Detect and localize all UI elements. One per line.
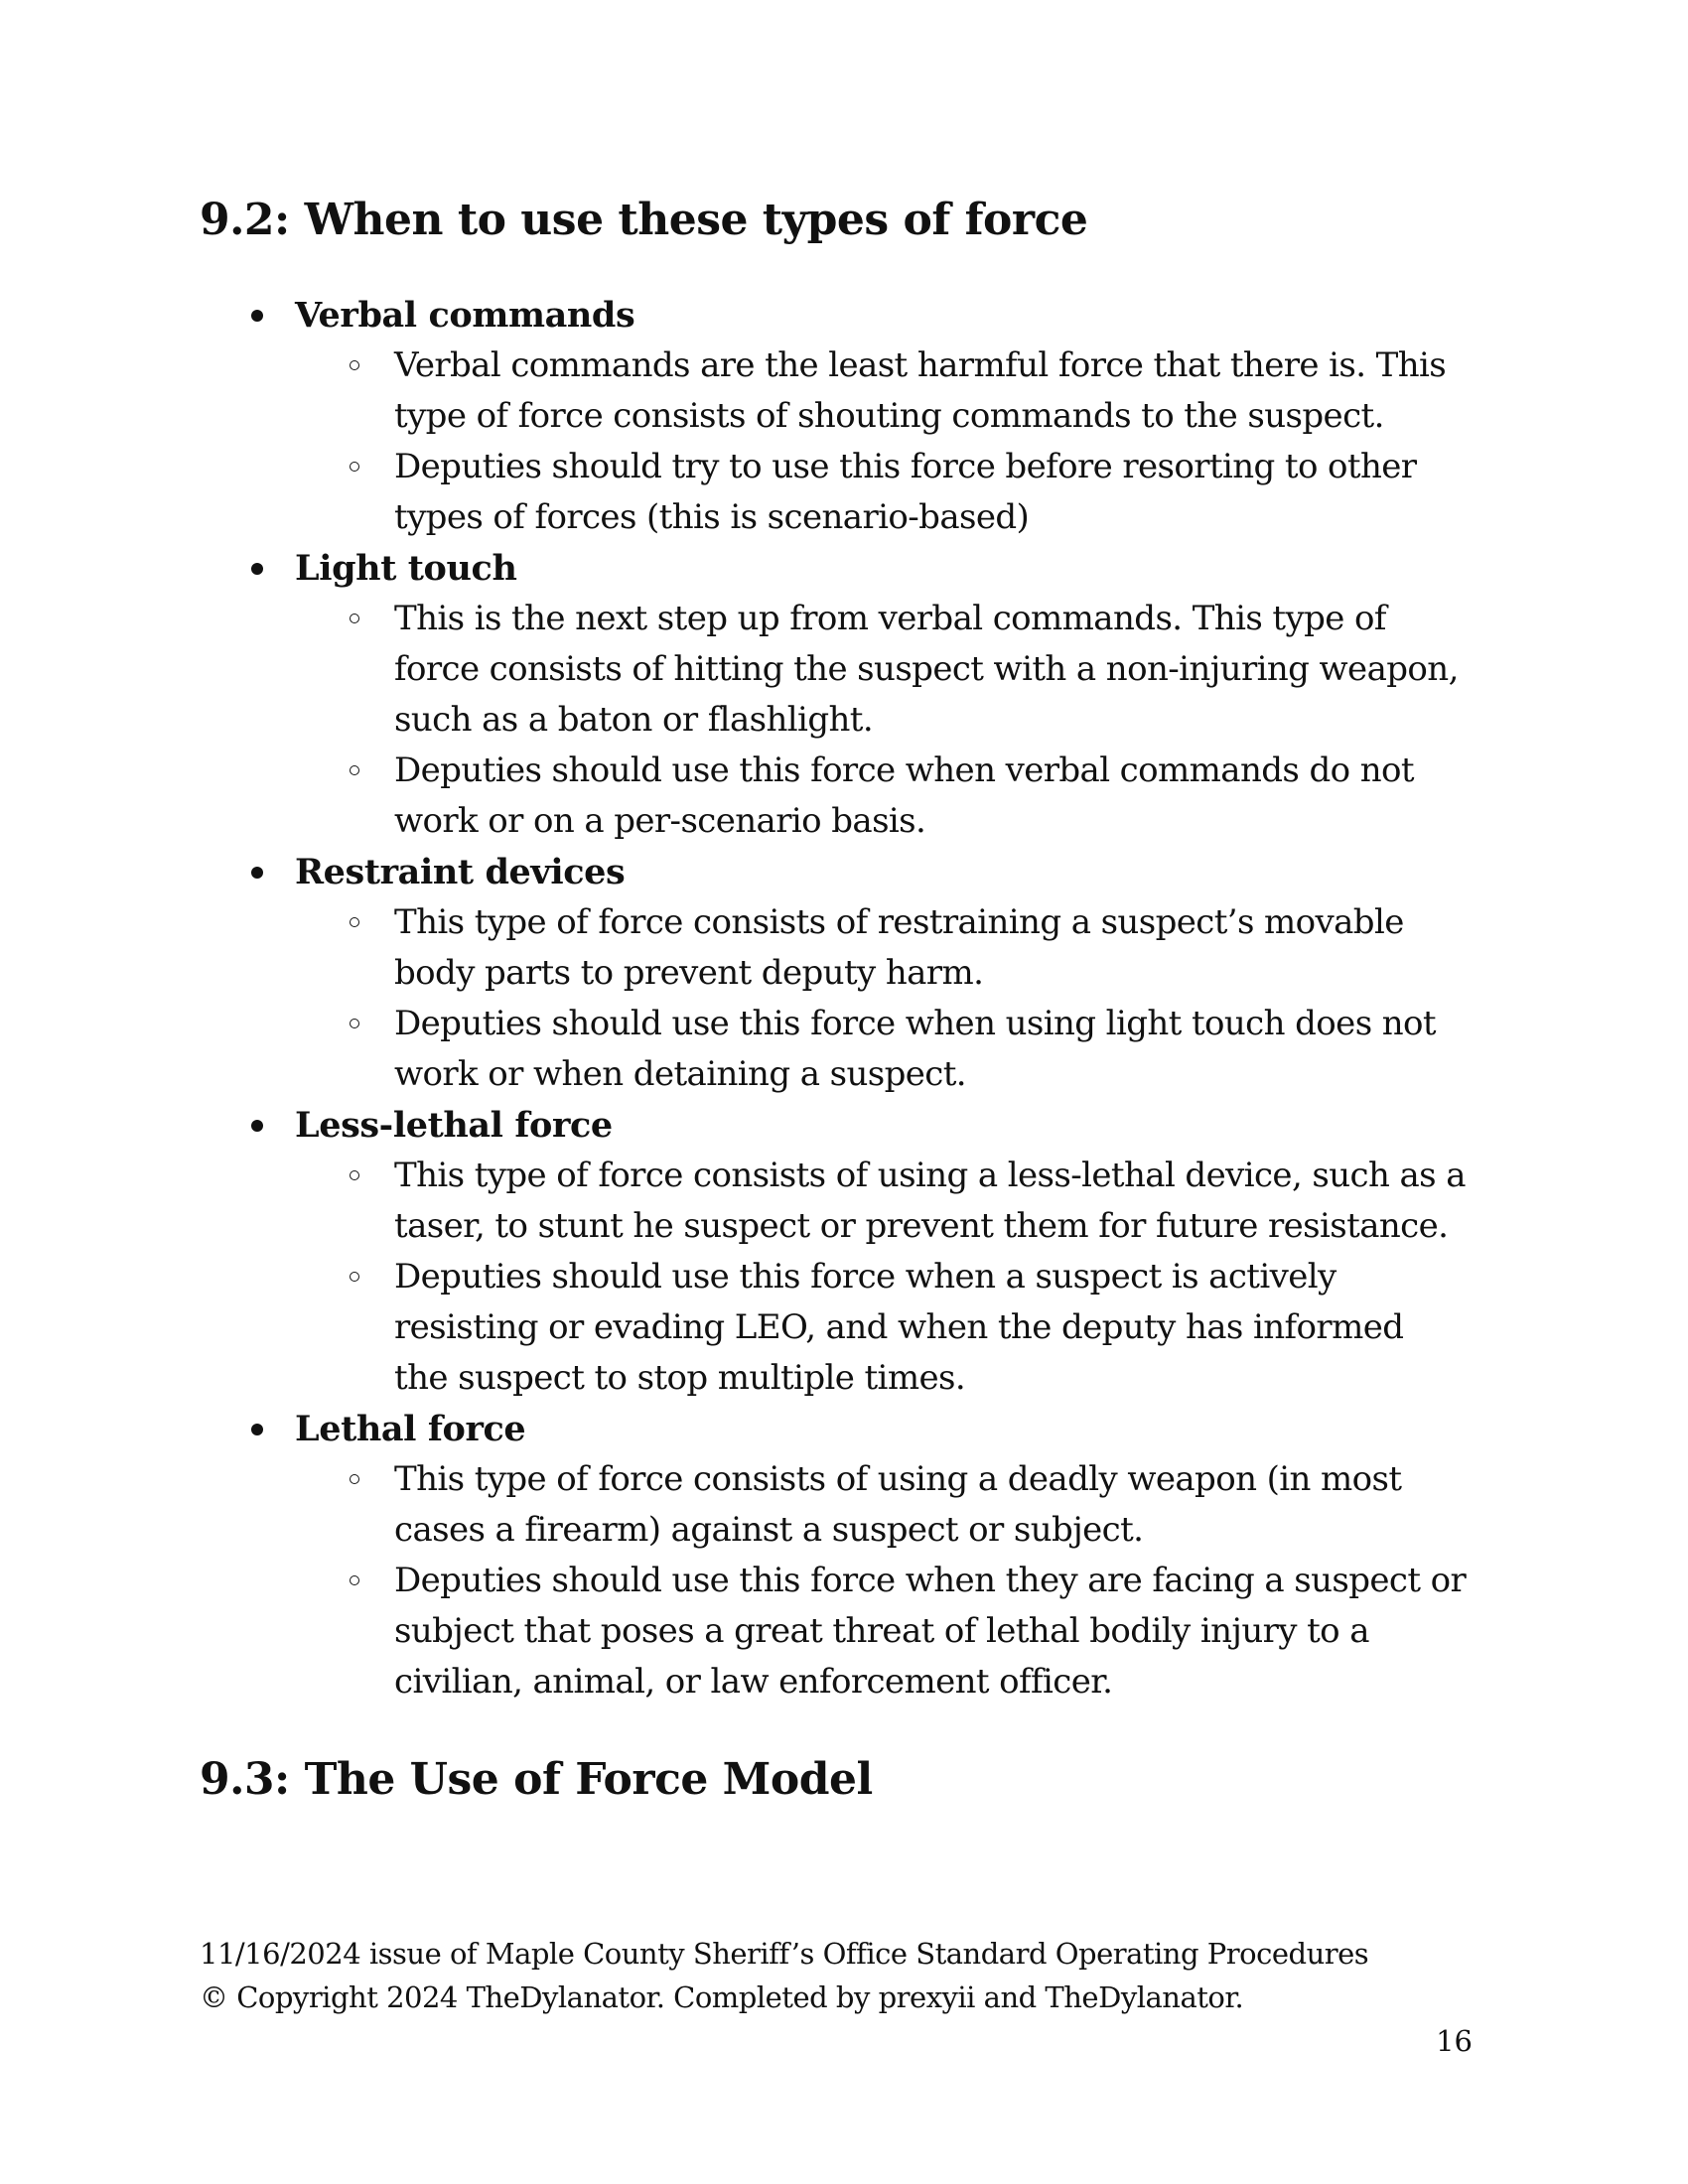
force-type-title-text: Lethal force xyxy=(295,1409,526,1449)
detail-text-line: Deputies should use this force when verbal commands do not xyxy=(394,751,1414,790)
detail-text-line: taser, to stunt he suspect or prevent them for future resistance. xyxy=(394,1206,1449,1246)
hollow-bullet-icon xyxy=(350,765,359,775)
detail-item xyxy=(0,341,1486,442)
filled-bullet-icon xyxy=(251,563,263,575)
detail-text-line: Deputies should try to use this force before resorting to other xyxy=(394,447,1417,486)
hollow-bullet-icon xyxy=(350,360,359,370)
hollow-bullet-icon xyxy=(350,614,359,623)
hollow-bullet-icon xyxy=(350,1474,359,1484)
detail-text-line: work or when detaining a suspect. xyxy=(394,1054,966,1094)
hollow-bullet-icon xyxy=(350,917,359,927)
filled-bullet-icon xyxy=(251,310,263,322)
detail-item xyxy=(0,1556,1486,1707)
section-heading-9-2: 9.2: When to use these types of force xyxy=(200,195,1088,245)
detail-item xyxy=(0,999,1486,1100)
detail-text-line: Deputies should use this force when they are facing a suspect or xyxy=(394,1561,1467,1600)
detail-item xyxy=(0,897,1486,999)
force-type-title xyxy=(0,543,1688,594)
detail-item xyxy=(0,442,1486,543)
detail-text-line: work or on a per-scenario basis. xyxy=(394,801,926,841)
detail-text-line: resisting or evading LEO, and when the deputy has informed xyxy=(394,1307,1404,1347)
detail-text-line: the suspect to stop multiple times. xyxy=(394,1358,966,1398)
force-type-details xyxy=(0,1151,1688,1404)
page-number: 16 xyxy=(1436,2024,1473,2058)
detail-item xyxy=(0,1151,1486,1252)
detail-item xyxy=(0,1454,1486,1556)
detail-text-line: civilian, animal, or law enforcement officer. xyxy=(394,1662,1113,1702)
force-type-item xyxy=(0,1404,1688,1707)
detail-text-line: force consists of hitting the suspect with a non-injuring weapon, xyxy=(394,649,1459,689)
footer-issue-line: 11/16/2024 issue of Maple County Sheriff’s Office Standard Operating Procedures xyxy=(200,1937,1369,1971)
filled-bullet-icon xyxy=(251,1120,263,1132)
detail-text-line: type of force consists of shouting commands to the suspect. xyxy=(394,396,1384,436)
hollow-bullet-icon xyxy=(350,1575,359,1585)
force-type-item xyxy=(0,1100,1688,1404)
detail-text-line: This type of force consists of using a deadly weapon (in most xyxy=(394,1459,1402,1499)
detail-text-line: types of forces (this is scenario-based) xyxy=(394,497,1030,537)
hollow-bullet-icon xyxy=(350,1170,359,1180)
force-type-title xyxy=(0,1100,1688,1151)
section-heading-9-3: 9.3: The Use of Force Model xyxy=(200,1754,873,1805)
detail-text-line: This is the next step up from verbal commands. This type of xyxy=(394,599,1386,638)
detail-text-line: Deputies should use this force when using light touch does not xyxy=(394,1004,1436,1043)
force-type-title xyxy=(0,847,1688,897)
detail-text-line: Deputies should use this force when a suspect is actively xyxy=(394,1257,1336,1297)
detail-item xyxy=(0,746,1486,847)
detail-text-line: subject that poses a great threat of lethal bodily injury to a xyxy=(394,1611,1369,1651)
force-type-title xyxy=(0,290,1688,341)
detail-text-line: Verbal commands are the least harmful force that there is. This xyxy=(394,345,1447,385)
filled-bullet-icon xyxy=(251,1424,263,1435)
force-type-title xyxy=(0,1404,1688,1454)
detail-text-line: This type of force consists of restraining a suspect’s movable xyxy=(394,902,1404,942)
hollow-bullet-icon xyxy=(350,462,359,472)
detail-text-line: cases a firearm) against a suspect or subject. xyxy=(394,1510,1144,1550)
force-type-title-text: Verbal commands xyxy=(295,295,635,336)
force-types-list xyxy=(0,290,1688,1707)
detail-item xyxy=(0,594,1486,746)
force-type-item xyxy=(0,290,1688,543)
detail-item xyxy=(0,1252,1486,1404)
force-type-item xyxy=(0,847,1688,1100)
detail-text-line: such as a baton or flashlight. xyxy=(394,700,874,740)
force-type-details xyxy=(0,897,1688,1100)
detail-text-line: body parts to prevent deputy harm. xyxy=(394,953,984,993)
hollow-bullet-icon xyxy=(350,1272,359,1282)
hollow-bullet-icon xyxy=(350,1019,359,1028)
force-type-details xyxy=(0,1454,1688,1707)
force-type-title-text: Light touch xyxy=(295,548,517,589)
filled-bullet-icon xyxy=(251,867,263,879)
force-type-title-text: Less-lethal force xyxy=(295,1105,613,1146)
force-type-item xyxy=(0,543,1688,847)
force-type-title-text: Restraint devices xyxy=(295,852,626,892)
detail-text-line: This type of force consists of using a less-lethal device, such as a xyxy=(394,1156,1466,1195)
force-type-details xyxy=(0,341,1688,543)
force-type-details xyxy=(0,594,1688,847)
footer-copyright-line: © Copyright 2024 TheDylanator. Completed by prexyii and TheDylanator. xyxy=(200,1980,1244,2014)
